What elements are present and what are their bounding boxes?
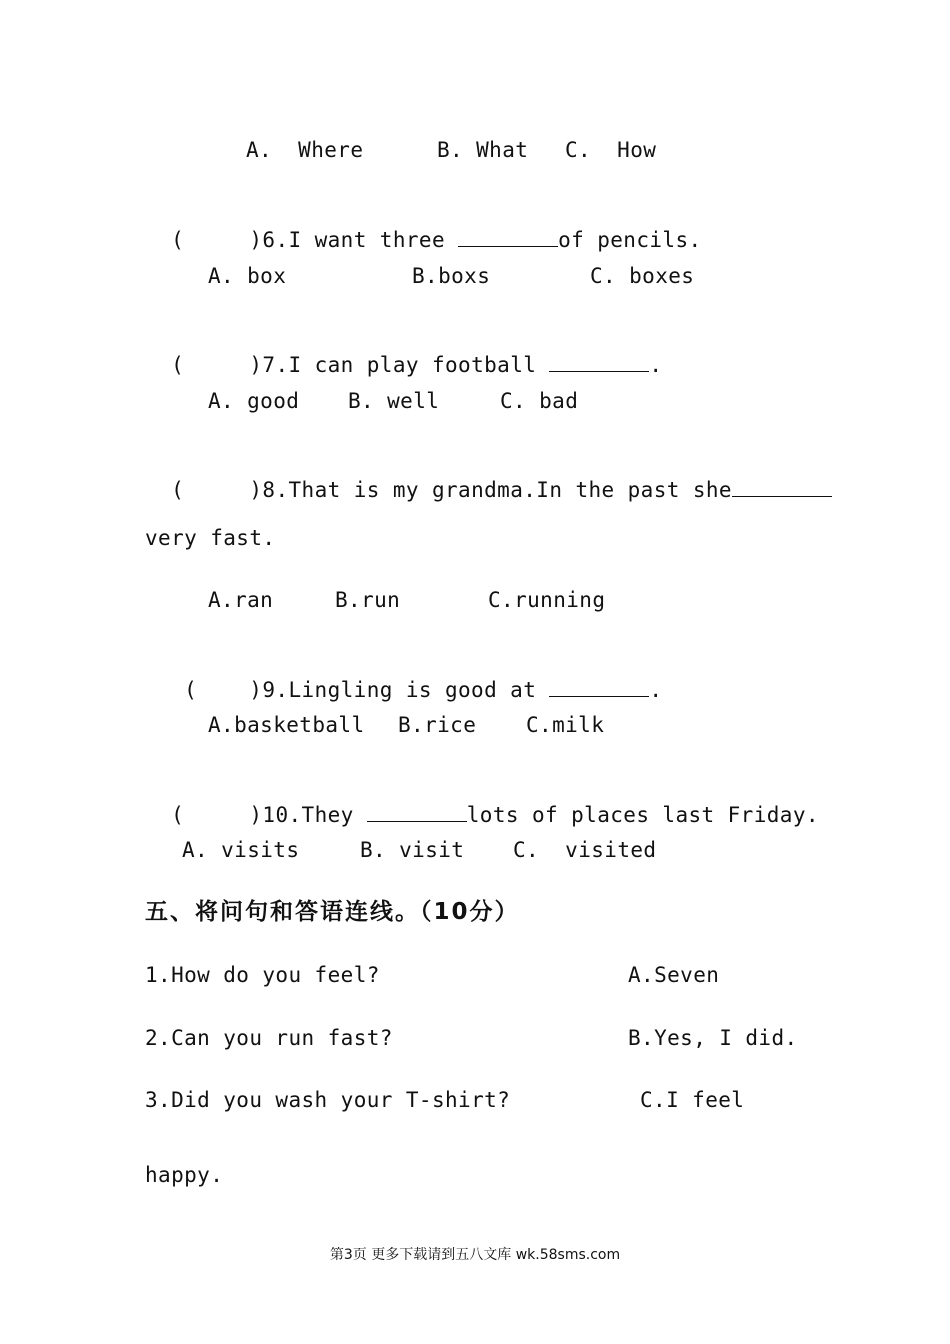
q6-stem (145, 200, 702, 253)
q5-option-c: C. How (565, 138, 657, 162)
answer-paren: ( ) (171, 803, 263, 827)
match-answer-b: B.Yes, I did. (628, 1026, 798, 1050)
q6-text-before: 6.I want three (262, 228, 459, 252)
answer-blank (549, 676, 649, 697)
answer-blank (732, 476, 832, 497)
match-answer-continuation: happy. (145, 1163, 224, 1187)
q8-continuation: very fast. (145, 526, 276, 550)
q7-stem (145, 325, 662, 378)
answer-paren: ( ) (171, 353, 263, 377)
q7-option-a: A. good (208, 389, 300, 413)
section-heading: 五、将问句和答语连线。（10分） (145, 899, 520, 925)
q5-option-a: A. Where (246, 138, 364, 162)
match-question-3: 3.Did you wash your T-shirt? (145, 1088, 511, 1112)
q7-text-before: 7.I can play football (262, 353, 550, 377)
q10-stem (145, 775, 819, 828)
q6-text-after: of pencils. (558, 228, 702, 252)
q8-option-a: A.ran (208, 588, 274, 612)
q10-text-before: 10.They (262, 803, 367, 827)
match-answer-c: C.I feel (640, 1088, 745, 1112)
q6-option-b: B.boxs (412, 264, 491, 288)
q9-option-b: B.rice (398, 713, 477, 737)
answer-paren: ( ) (184, 678, 263, 702)
q10-option-c: C. visited (513, 838, 657, 862)
q7-option-c: C. bad (500, 389, 579, 413)
q10-text-after: lots of places last Friday. (466, 803, 819, 827)
q9-option-c: C.milk (526, 713, 605, 737)
q8-text-before: 8.That is my grandma.In the past she (262, 478, 732, 502)
answer-paren: ( ) (171, 478, 263, 502)
q9-text-after: . (649, 678, 663, 702)
page-footer: 第3页 更多下载请到五八文库 wk.58sms.com (329, 1247, 621, 1263)
answer-blank (458, 226, 558, 247)
q7-option-b: B. well (348, 389, 440, 413)
q9-text-before: 9.Lingling is good at (262, 678, 550, 702)
q6-option-a: A. box (208, 264, 287, 288)
q9-stem (158, 650, 662, 703)
match-answer-a: A.Seven (628, 963, 720, 987)
q7-text-after: . (649, 353, 663, 377)
q5-option-b: B. What (437, 138, 529, 162)
answer-paren: ( ) (171, 228, 263, 252)
match-question-1: 1.How do you feel? (145, 963, 380, 987)
q8-stem (145, 450, 832, 503)
answer-blank (367, 801, 467, 822)
q9-option-a: A.basketball (208, 713, 365, 737)
q6-option-c: C. boxes (590, 264, 695, 288)
q10-option-a: A. visits (182, 838, 300, 862)
answer-blank (549, 351, 649, 372)
q8-option-b: B.run (335, 588, 401, 612)
match-question-2: 2.Can you run fast? (145, 1026, 393, 1050)
q8-option-c: C.running (488, 588, 606, 612)
q10-option-b: B. visit (360, 838, 465, 862)
